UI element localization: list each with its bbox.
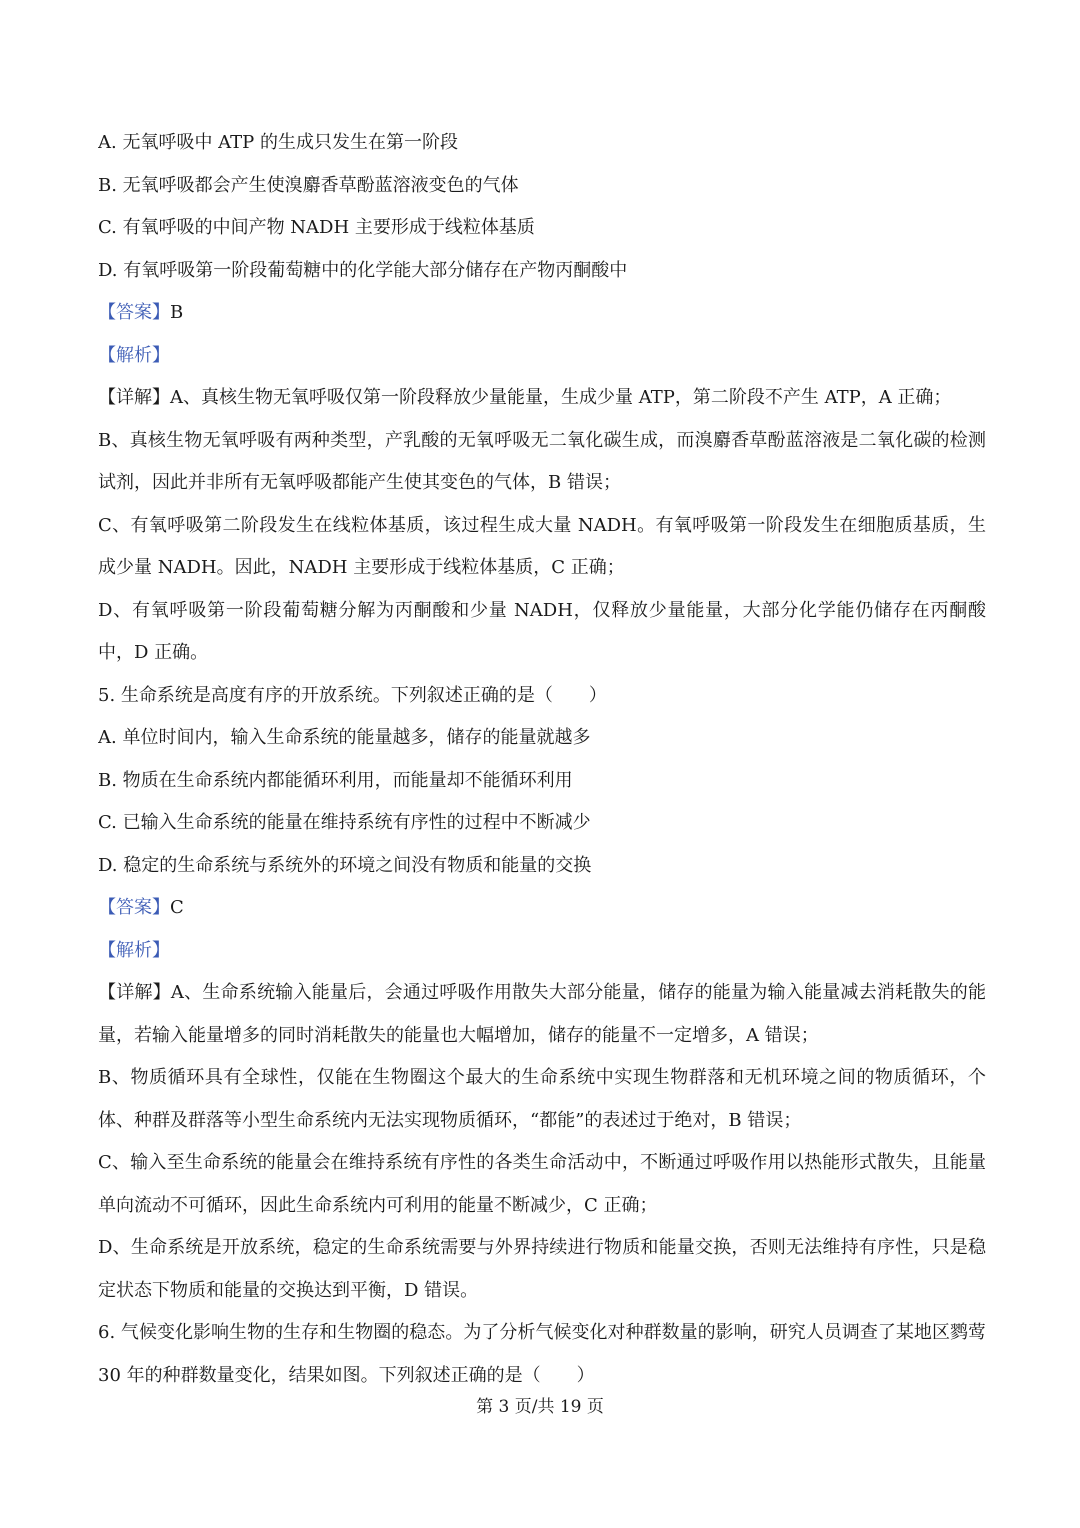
page-content: [98, 122, 986, 1397]
q5-option-a: A. 单位时间内，输入生命系统的能量越多，储存的能量就越多: [98, 727, 591, 748]
q4-option-d: D. 有氧呼吸第一阶段葡萄糖中的化学能大部分储存在产物丙酮酸中: [98, 259, 628, 281]
q5-answer: [98, 887, 986, 930]
q5-option-c: C. 已输入生命系统的能量在维持系统有序性的过程中不断减少: [98, 812, 591, 833]
page-footer: 第 3 页/共 19 页: [476, 1397, 604, 1417]
q5-answer-label: 【答案】: [98, 897, 170, 918]
q4-detail-b: B、真核生物无氧呼吸有两种类型，产乳酸的无氧呼吸无二氧化碳生成，而溴麝香草酚蓝溶液是二氧化碳的检测试剂，因此并非所有无氧呼吸都能产生使其变色的气体，B 错误；: [98, 429, 986, 493]
q5-answer-value: C: [170, 897, 184, 918]
q5-detail-c: C、输入至生命系统的能量会在维持系统有序性的各类生命活动中，不断通过呼吸作用以热能形式散失，且能量单向流动不可循环，因此生命系统内可利用的能量不断减少，C 正确；: [98, 1152, 986, 1216]
q4-detail-a-text: A、真核生物无氧呼吸仅第一阶段释放少量能量，生成少量 ATP，第二阶段不产生 ATP，A 正确；: [170, 387, 952, 408]
q4-analysis-label: 【解析】: [98, 344, 170, 366]
q5-stem: 5. 生命系统是高度有序的开放系统。下列叙述正确的是（ ）: [98, 684, 607, 706]
q5-option-d: D. 稳定的生命系统与系统外的环境之间没有物质和能量的交换: [98, 854, 592, 876]
q4-option-b: B. 无氧呼吸都会产生使溴麝香草酚蓝溶液变色的气体: [98, 174, 519, 196]
q5-detail-a: [98, 972, 986, 1057]
q4-answer: [98, 292, 986, 335]
q4-answer-label: 【答案】: [98, 302, 170, 323]
q4-detail-a: [98, 377, 986, 420]
q5-detail-b: B、物质循环具有全球性，仅能在生物圈这个最大的生命系统中实现生物群落和无机环境之间的物质循环，个体、种群及群落等小型生命系统内无法实现物质循环，“都能”的表述过于绝对，B 错误；: [98, 1067, 986, 1131]
q5-option-b: B. 物质在生命系统内都能循环利用，而能量却不能循环利用: [98, 769, 573, 791]
q4-answer-value: B: [170, 302, 184, 323]
q4-detail-c: C、有氧呼吸第二阶段发生在线粒体基质，该过程生成大量 NADH。有氧呼吸第一阶段发生在细胞质基质，生成少量 NADH。因此，NADH 主要形成于线粒体基质，C 正确；: [98, 514, 986, 578]
q5-analysis-label: 【解析】: [98, 939, 170, 961]
q4-detail-label: 【详解】: [98, 387, 170, 408]
q5-detail-a-text: A、生命系统输入能量后，会通过呼吸作用散失大部分能量，储存的能量为输入能量减去消耗散失的能量，若输入能量增多的同时消耗散失的能量也大幅增加，储存的能量不一定增多，A 错误；: [98, 982, 986, 1046]
q4-option-c: C. 有氧呼吸的中间产物 NADH 主要形成于线粒体基质: [98, 217, 535, 238]
q5-detail-label: 【详解】: [98, 982, 171, 1003]
q6-stem: 6. 气候变化影响生物的生存和生物圈的稳态。为了分析气候变化对种群数量的影响，研究人员调查了某地区鹨莺 30 年的种群数量变化，结果如图。下列叙述正确的是（ ）: [98, 1322, 986, 1386]
q5-detail-d: D、生命系统是开放系统，稳定的生命系统需要与外界持续进行物质和能量交换，否则无法维持有序性，只是稳定状态下物质和能量的交换达到平衡，D 错误。: [98, 1237, 986, 1301]
q5-analysis: [98, 930, 986, 973]
q4-option-a: A. 无氧呼吸中 ATP 的生成只发生在第一阶段: [98, 132, 459, 153]
q4-analysis: [98, 335, 986, 378]
q4-detail-d: D、有氧呼吸第一阶段葡萄糖分解为丙酮酸和少量 NADH，仅释放少量能量，大部分化学能仍储存在丙酮酸中，D 正确。: [98, 599, 986, 663]
